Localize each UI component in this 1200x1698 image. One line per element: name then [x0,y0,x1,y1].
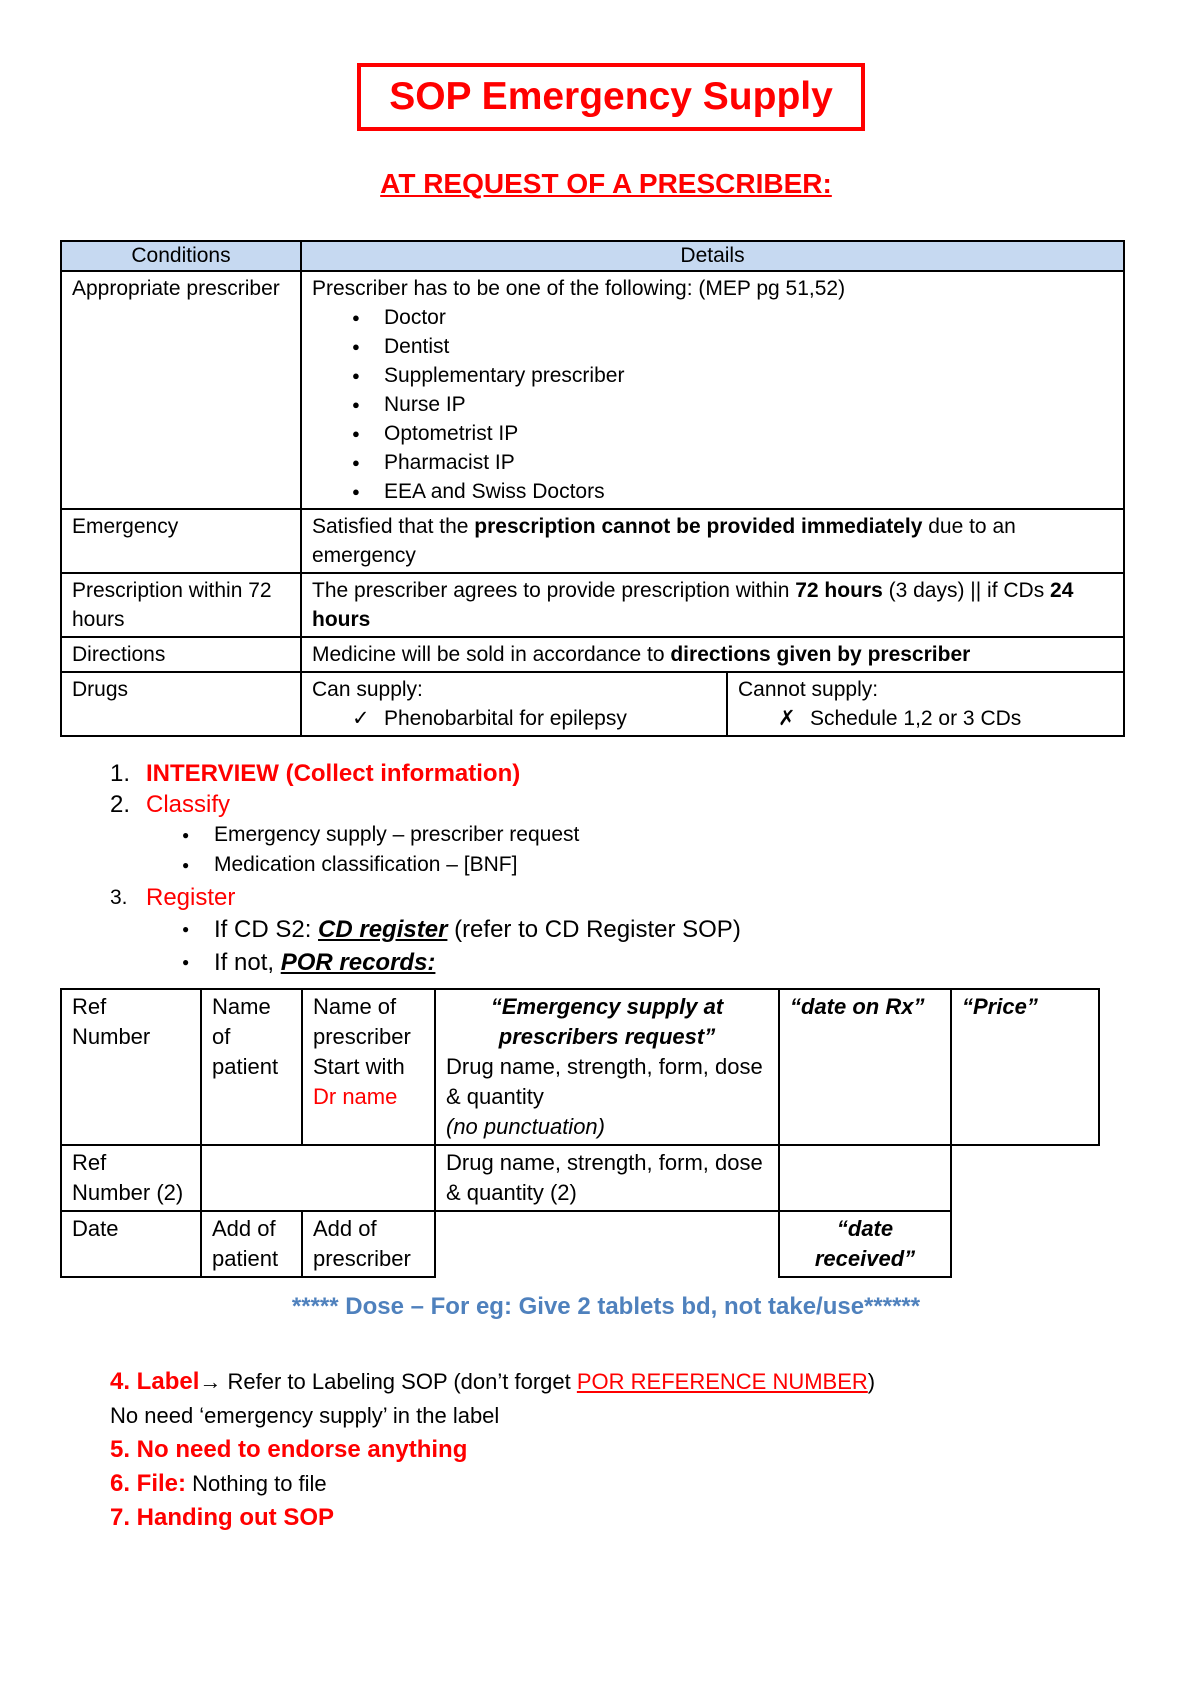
step-label: Register [146,884,236,911]
header-conditions: Conditions [61,241,301,271]
table-cell: “Price” [951,989,1099,1145]
table-header-row [61,241,1124,271]
step-7: 7. Handing out SOP [110,1504,335,1531]
checkmark-icon: ✓ [352,707,370,730]
step-5: 5. No need to endorse anything [110,1436,468,1463]
cannot-supply-label: Cannot supply: [738,678,879,701]
cannot-supply-cell [727,672,1124,736]
table-row [61,1211,1099,1277]
final-steps [110,1365,1110,1535]
text-bold: 24 hours [312,579,1074,631]
text-bold: 72 hours [795,579,883,602]
classify-list [110,820,1110,880]
table-row [61,1145,1099,1211]
table-cell: Ref Number (2) [61,1145,201,1211]
table-cell [201,1145,435,1211]
conditions-table [60,240,1125,737]
table-row [61,672,1124,736]
dose-note: ***** Dose – For eg: Give 2 tablets bd, not take/use****** [291,1293,921,1320]
text-bold: directions given by prescriber [670,643,971,666]
can-supply-label: Can supply: [312,678,423,701]
list-item: ● EEA and Swiss Doctors [352,477,1113,506]
step-4-note: No need ‘emergency supply’ in the label [110,1403,500,1428]
table-cell [435,989,779,1145]
step-4 [110,1365,1110,1399]
table-cell [779,1145,951,1211]
table-cell: Add of prescriber [302,1211,435,1277]
list-item: ● Pharmacist IP [352,448,1113,477]
table-row [61,989,1099,1145]
header-details: Details [301,241,1124,271]
can-supply-item [312,704,716,733]
table-cell [951,1211,1099,1277]
table-cell [302,989,435,1145]
page-subtitle: AT REQUEST OF A PRESCRIBER: [380,168,832,199]
condition-cell: Drugs [61,672,301,736]
condition-cell: Appropriate prescriber [61,271,301,509]
text-segment: If CD S2: [214,916,319,943]
text-segment: (no punctuation) [446,1114,605,1139]
cannot-supply-item [738,704,1113,733]
text-segment: “Emergency supply at prescribers request” [490,994,724,1049]
condition-cell: Directions [61,637,301,672]
table-cell [435,1211,779,1277]
text-segment: The prescriber agrees to provide prescription within [312,579,796,602]
step-label: 4. Label [110,1368,200,1395]
prescriber-list [312,303,1113,506]
arrow-icon: → [199,1369,222,1394]
list-item: ● Doctor [352,303,1113,332]
text-segment: (3 days) || if CDs [882,579,1051,602]
text-segment: Satisfied that the [312,515,475,538]
por-records-ref: POR records: [280,949,436,976]
text-segment: If not, [214,949,281,976]
por-records-table [60,988,1100,1278]
text-segment: Nothing to file [186,1471,327,1496]
table-row [61,573,1124,637]
details-cell [301,271,1124,509]
list-item: ● Nurse IP [352,390,1113,419]
list-item: ● Optometrist IP [352,419,1113,448]
page-title: SOP Emergency Supply [357,63,865,131]
register-list [110,913,1110,979]
step-label: INTERVIEW (Collect information) [146,760,521,787]
condition-cell: Prescription within 72 hours [61,573,301,637]
cd-register-ref: CD register [318,916,448,943]
table-cell: Drug name, strength, form, dose & quantity (2) [435,1145,779,1211]
text-segment: Dr name [313,1084,398,1109]
list-item: ● Supplementary prescriber [352,361,1113,390]
list-item [182,913,1110,946]
table-cell [951,1145,1099,1211]
can-supply-cell [301,672,727,736]
por-reference-ref: POR REFERENCE NUMBER [576,1369,868,1394]
step-2 [110,789,1110,820]
details-cell [301,637,1124,672]
text-bold: prescription cannot be provided immediately [474,515,923,538]
details-cell [301,573,1124,637]
step-number: 1. [110,760,131,787]
cannot-supply-text: Schedule 1,2 or 3 CDs [810,707,1022,730]
table-cell: “date received” [779,1211,951,1277]
text-segment: due to an emergency [312,515,1016,567]
text-segment: Name of prescriber Start with [313,994,411,1079]
table-cell: Name of patient [201,989,302,1145]
can-supply-text: Phenobarbital for epilepsy [384,707,627,730]
text-segment: (refer to CD Register SOP) [447,916,741,943]
list-item: ● Medication classification – [BNF] [182,850,1110,880]
table-cell: Add of patient [201,1211,302,1277]
step-6 [110,1467,1110,1501]
list-item: ● Emergency supply – prescriber request [182,820,1110,850]
table-cell: Date [61,1211,201,1277]
table-row [61,637,1124,672]
list-item [182,946,1110,979]
table-row [61,509,1124,573]
text-segment: Refer to Labeling SOP (don’t forget [221,1369,577,1394]
step-number: 2. [110,791,131,818]
details-cell [301,509,1124,573]
table-row [61,271,1124,509]
cross-icon: ✗ [778,707,796,730]
list-item: ● Dentist [352,332,1113,361]
prescriber-intro: Prescriber has to be one of the following: (MEP pg 51,52) [312,277,846,300]
text-segment: ) [867,1369,876,1394]
text-segment: Drug name, strength, form, dose & quantity [446,1054,763,1109]
step-number: 3. [110,886,128,909]
table-cell: Ref Number [61,989,201,1145]
text-segment: Medicine will be sold in accordance to [312,643,671,666]
steps-list [110,758,1110,979]
step-1 [110,758,1110,789]
condition-cell: Emergency [61,509,301,573]
step-3 [110,882,1110,913]
step-label: 6. File: [110,1470,187,1497]
step-label: Classify [146,791,231,818]
table-cell: “date on Rx” [779,989,951,1145]
